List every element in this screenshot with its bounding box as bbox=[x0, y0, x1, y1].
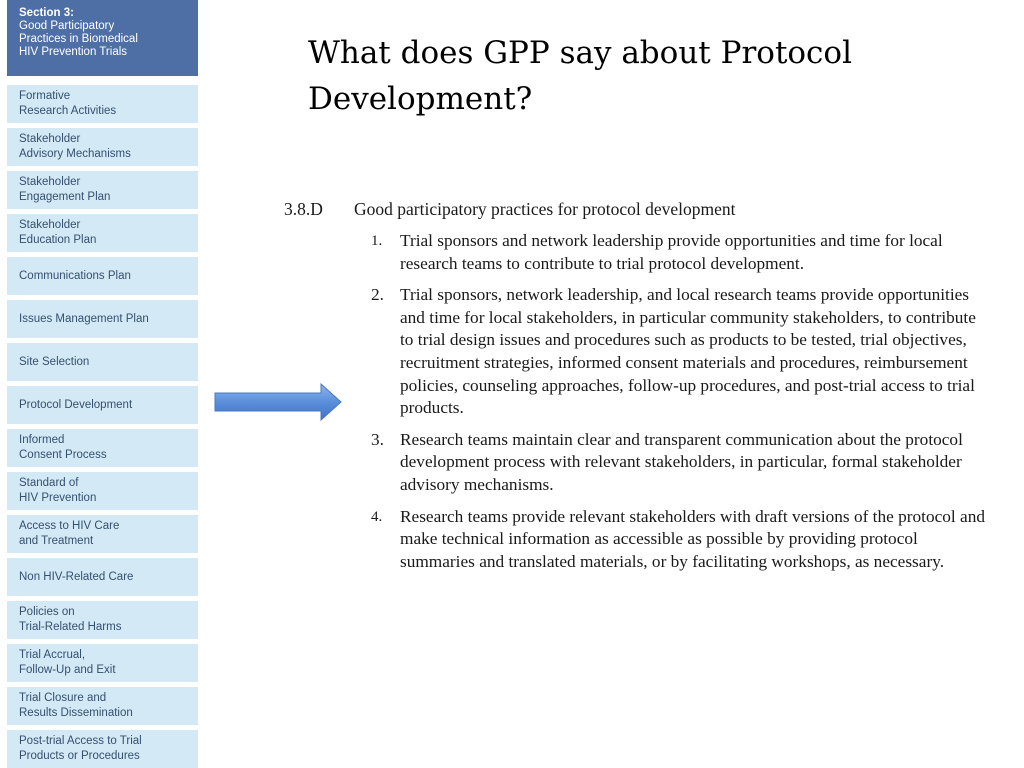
sidebar-item-advisory-mechanisms[interactable] bbox=[7, 128, 198, 166]
sidebar-item-label: Post-trial Access to Trial Products or Procedures bbox=[19, 735, 142, 762]
sidebar-item-label: Stakeholder Education Plan bbox=[19, 219, 97, 246]
sidebar-item-label: Trial Closure and Results Dissemination bbox=[19, 692, 133, 719]
sidebar-item-access-to-care[interactable] bbox=[7, 515, 198, 553]
section-title-line-3: HIV Prevention Trials bbox=[19, 46, 128, 58]
sidebar-item-label: Issues Management Plan bbox=[19, 312, 149, 325]
list-item-text: Trial sponsors, network leadership, and local research teams provide opportunities and time for local stakeholders, in particular community stakeholders, to contribute to trial design issues and procedures such as products to be tested, trial objectives, recruitment strategies, informed consent materials and procedures, reimbursement policies, counseling approaches, follow-up procedures, and post-trial access to trial products. bbox=[400, 285, 976, 418]
sidebar-item-formative-research[interactable] bbox=[7, 85, 198, 123]
sidebar-item-label: Stakeholder Engagement Plan bbox=[19, 176, 111, 203]
sidebar-item-label: Informed Consent Process bbox=[19, 434, 107, 461]
sidebar-item-communications-plan[interactable] bbox=[7, 257, 198, 295]
list-item-text: Research teams maintain clear and transparent communication about the protocol development process with relevant stakeholders, in particular, formal stakeholder advisory mechanisms. bbox=[400, 429, 963, 494]
list-item bbox=[362, 429, 992, 497]
sidebar-item-label: Standard of HIV Prevention bbox=[19, 477, 97, 504]
sidebar-item-trial-closure[interactable] bbox=[7, 687, 198, 725]
section-number: 3.8.D bbox=[284, 199, 323, 219]
list-item-text: Research teams provide relevant stakeholders with draft versions of the protocol and make technical information as accessible as possible by providing protocol summaries and translated materials, or by facilitating workshops, as necessary. bbox=[400, 506, 985, 571]
sidebar-item-issues-management-plan[interactable] bbox=[7, 300, 198, 338]
sidebar-item-trial-related-harms[interactable] bbox=[7, 601, 198, 639]
right-arrow-icon bbox=[214, 383, 344, 423]
sidebar-item-label: Trial Accrual, Follow-Up and Exit bbox=[19, 649, 116, 676]
sidebar-item-non-hiv-care[interactable] bbox=[7, 558, 198, 596]
section-title-line-2: Practices in Biomedical bbox=[19, 33, 138, 45]
sidebar-item-label: Communications Plan bbox=[19, 269, 131, 282]
sidebar-item-label: Non HIV-Related Care bbox=[19, 570, 134, 583]
sidebar-item-label: Policies on Trial-Related Harms bbox=[19, 606, 122, 633]
sidebar-item-education-plan[interactable] bbox=[7, 214, 198, 252]
list-item-number: 1. bbox=[371, 233, 383, 249]
sidebar-item-label: Site Selection bbox=[19, 355, 90, 368]
sidebar-item-trial-accrual[interactable] bbox=[7, 644, 198, 682]
section-header bbox=[7, 0, 198, 76]
sidebar-item-site-selection[interactable] bbox=[7, 343, 198, 381]
sidebar-item-standard-of-prevention[interactable] bbox=[7, 472, 198, 510]
sidebar-item-engagement-plan[interactable] bbox=[7, 171, 198, 209]
slide-title: What does GPP say about Protocol Development? bbox=[308, 35, 852, 117]
gpp-section-sidebar bbox=[7, 0, 198, 768]
sidebar-item-label: Stakeholder Advisory Mechanisms bbox=[19, 133, 131, 160]
section-heading: Good participatory practices for protocol development bbox=[354, 199, 736, 219]
sidebar-item-post-trial-access[interactable] bbox=[7, 730, 198, 768]
list-item bbox=[362, 284, 992, 420]
sidebar-item-protocol-development[interactable] bbox=[7, 386, 198, 424]
section-title-line-1: Good Participatory bbox=[19, 20, 115, 32]
sidebar-item-informed-consent[interactable] bbox=[7, 429, 198, 467]
list-item bbox=[362, 230, 992, 275]
list-item-number: 4. bbox=[371, 508, 383, 525]
section-label: Section 3: bbox=[19, 7, 74, 19]
sidebar-item-label: Formative Research Activities bbox=[19, 90, 117, 117]
list-item-number: 2. bbox=[371, 285, 384, 305]
list-item-text: Trial sponsors and network leadership provide opportunities and time for local research teams to contribute to trial protocol development. bbox=[400, 231, 943, 273]
practice-list bbox=[362, 230, 992, 582]
list-item-number: 3. bbox=[371, 429, 384, 449]
list-item bbox=[362, 506, 992, 574]
sidebar-item-label: Access to HIV Care and Treatment bbox=[19, 520, 120, 547]
sidebar-item-label: Protocol Development bbox=[19, 398, 133, 411]
